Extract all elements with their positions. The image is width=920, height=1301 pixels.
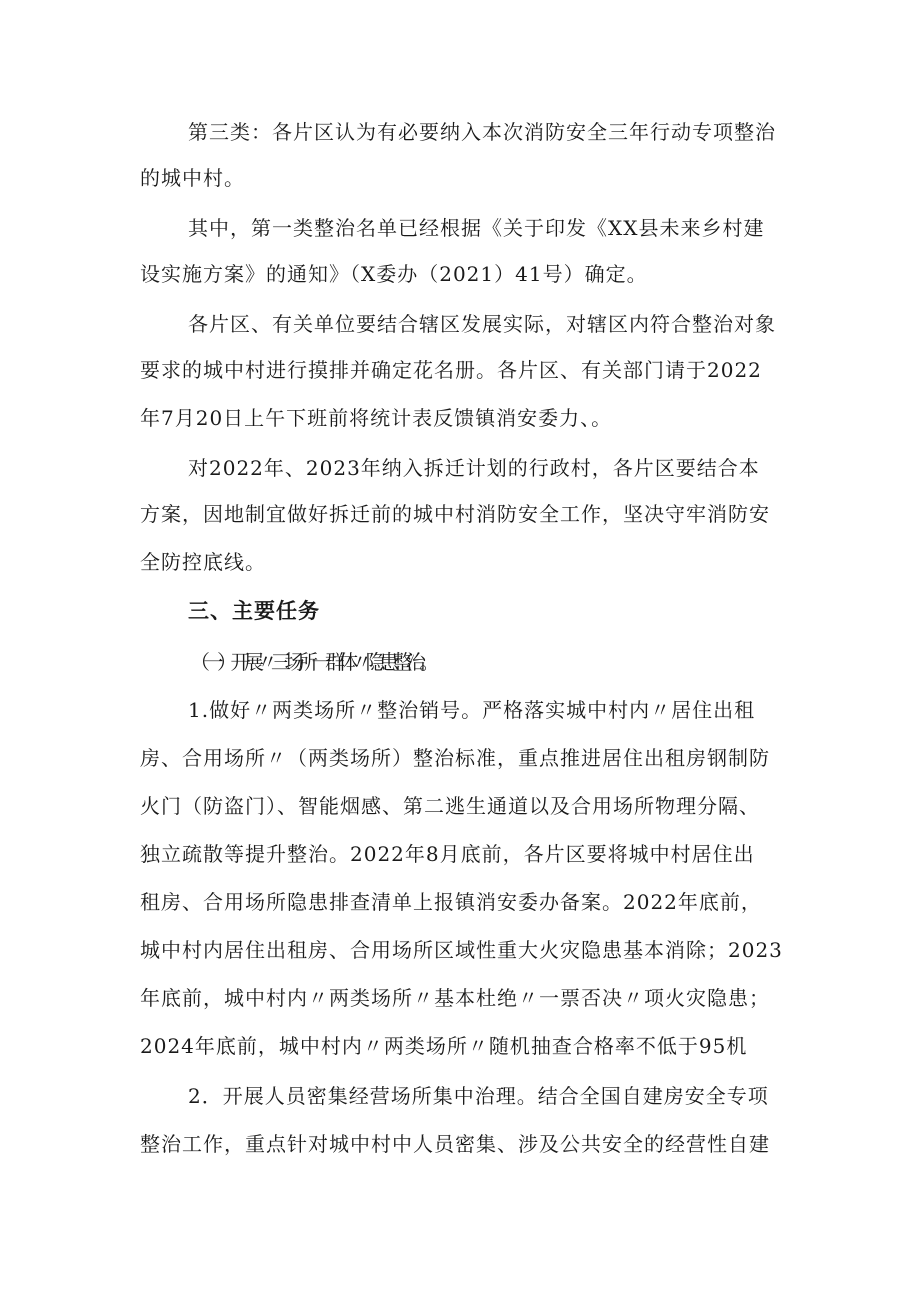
- item-line: 房、合用场所〃（两类场所）整治标准，重点推进居住出租房钢制防: [140, 746, 770, 770]
- item-line: 年底前，城中村内〃两类场所〃基本杜绝〃一票否决〃项火灾隐患；: [140, 986, 770, 1010]
- subsection-heading: （一）开展〃三场所一群体〃隐患整治。: [190, 650, 433, 674]
- item-line: 火门（防盗门）、智能烟感、第二逃生通道以及合用场所物理分隔、: [140, 794, 760, 818]
- paragraph-line: 设实施方案》的通知》（X委办（2021）41号）确定。: [140, 262, 648, 286]
- paragraph-line: 第三类：各片区认为有必要纳入本次消防安全三年行动专项整治: [188, 120, 776, 144]
- paragraph-line: 其中，第一类整治名单已经根据《关于印发《XX县未来乡村建: [188, 216, 765, 240]
- paragraph-line: 要求的城中村进行摸排并确定花名册。各片区、有关部门请于2022: [140, 358, 762, 382]
- item-line: 2024年底前，城中村内〃两类场所〃随机抽查合格率不低于95机: [140, 1034, 748, 1058]
- paragraph-line: 全防控底线。: [140, 550, 266, 574]
- item-line: 2．开展人员密集经营场所集中治理。结合全国自建房安全专项: [188, 1084, 769, 1108]
- paragraph-line: 的城中村。: [140, 166, 245, 190]
- item-line: 整治工作，重点针对城中村中人员密集、涉及公共安全的经营性自建: [140, 1132, 770, 1156]
- paragraph-line: 方案，因地制宜做好拆迁前的城中村消防安全工作，坚决守牢消防安: [140, 502, 770, 526]
- item-line: 独立疏散等提升整治。2022年8月底前，各片区要将城中村居住出: [140, 842, 755, 866]
- item-line: 城中村内居住出租房、合用场所区域性重大火灾隐患基本消除；2023: [140, 938, 783, 962]
- paragraph-line: 对2022年、2023年纳入拆迁计划的行政村，各片区要结合本: [188, 456, 760, 480]
- item-line: 1.做好〃两类场所〃整治销号。严格落实城中村内〃居住出租: [188, 698, 756, 722]
- section-heading: 三、主要任务: [188, 599, 320, 623]
- paragraph-line: 各片区、有关单位要结合辖区发展实际，对辖区内符合整治对象: [188, 312, 776, 336]
- paragraph-line: 年7月20日上午下班前将统计表反馈镇消安委力、。: [140, 406, 613, 430]
- item-line: 租房、合用场所隐患排查清单上报镇消安委办备案。2022年底前，: [140, 890, 762, 914]
